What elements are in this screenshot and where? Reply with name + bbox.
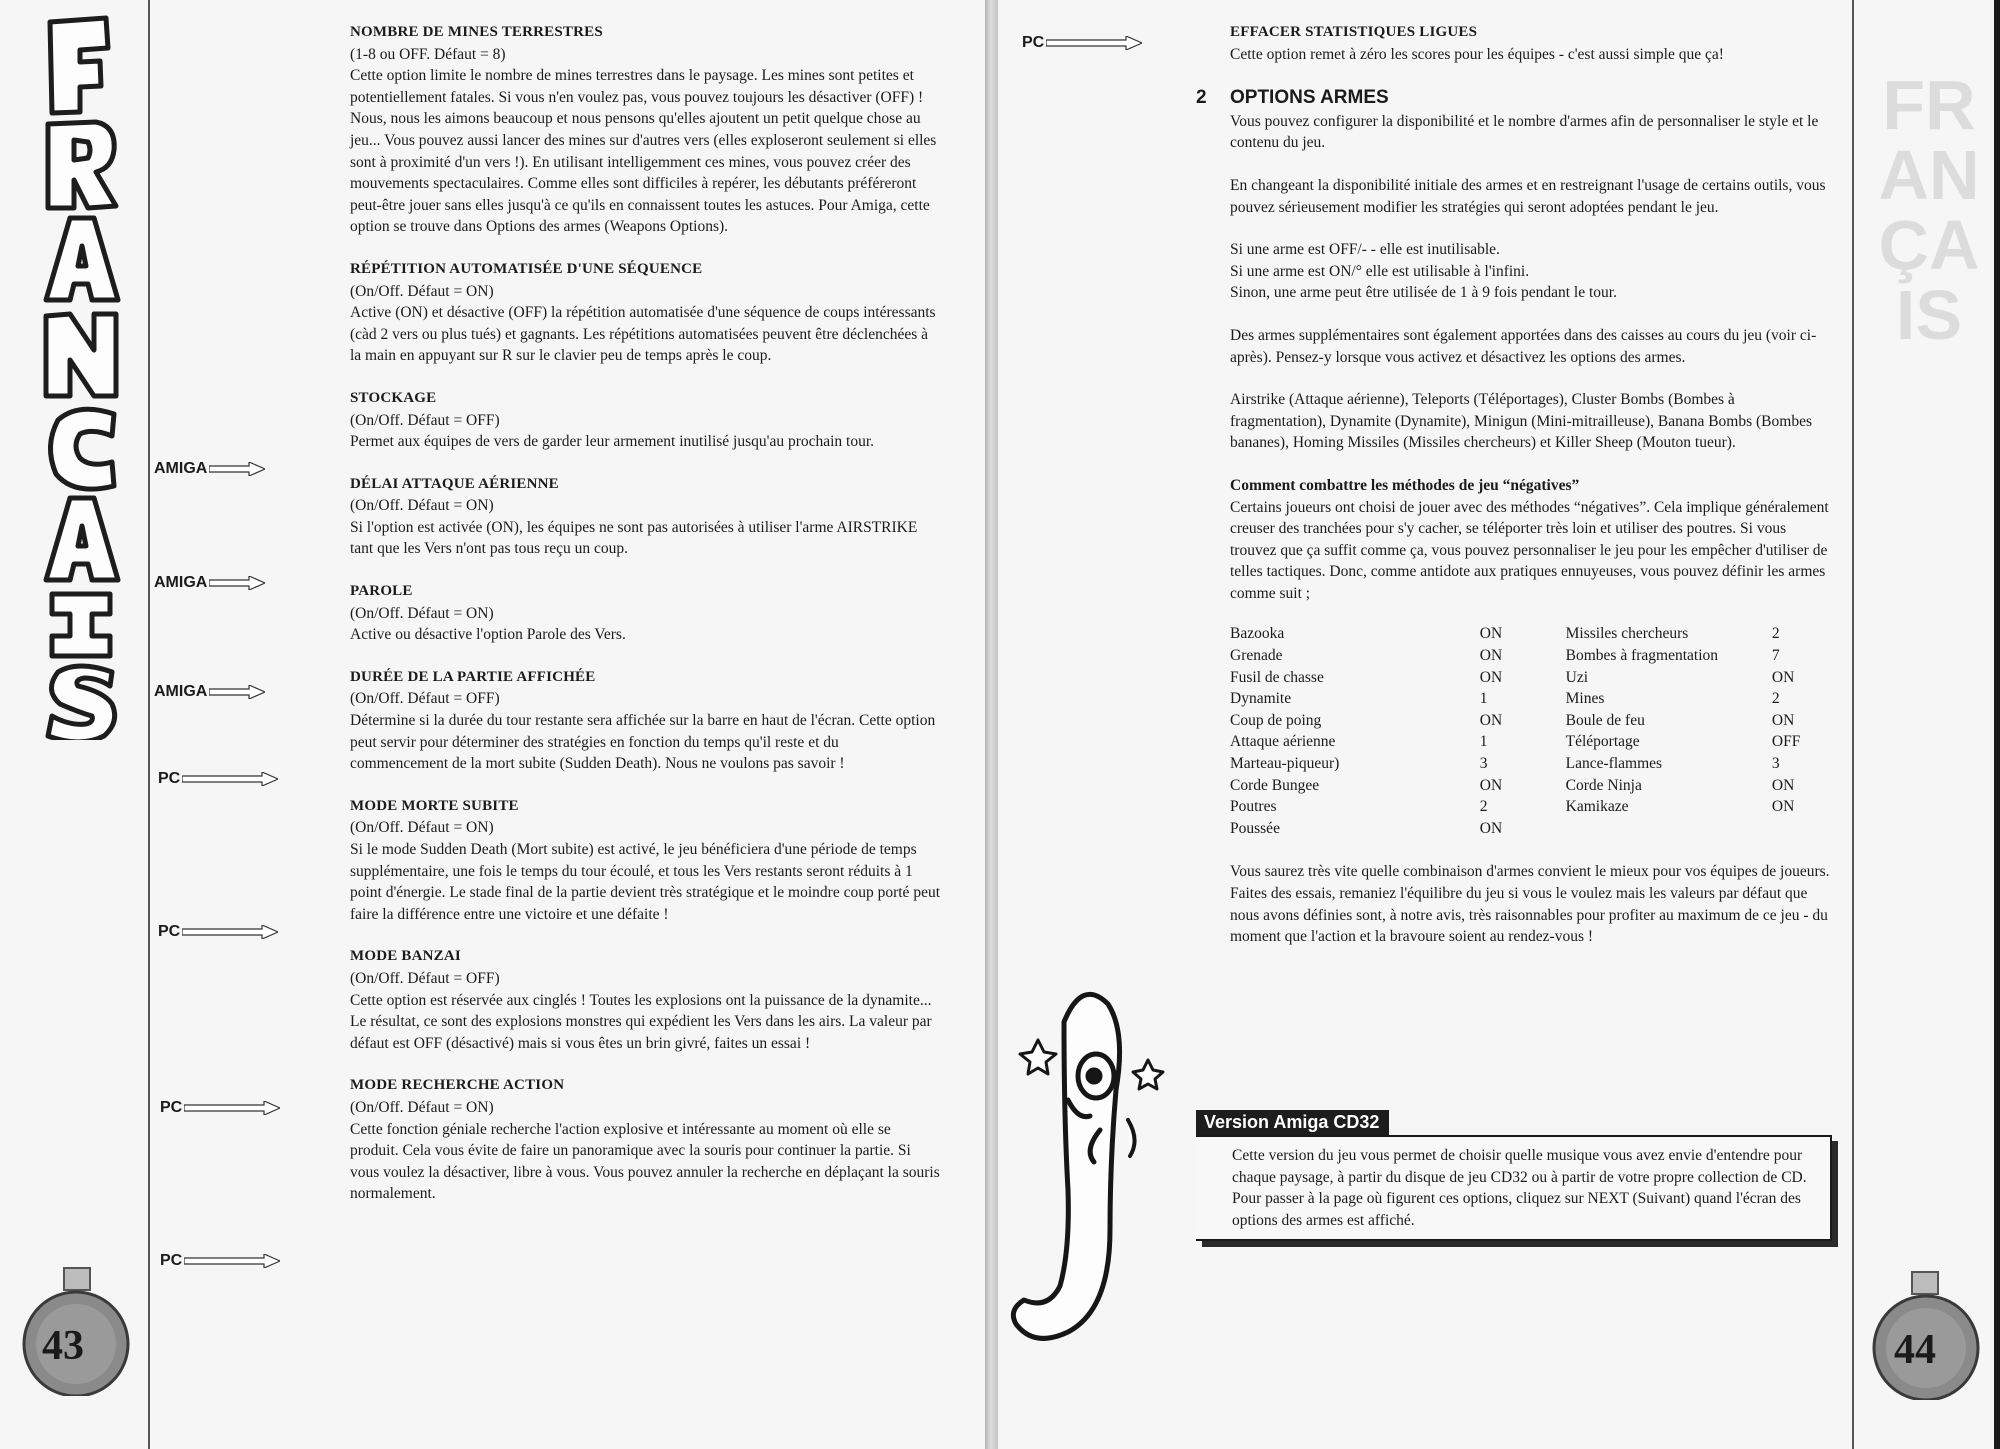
option-default: (1-8 ou OFF. Défaut = 8): [350, 45, 506, 63]
right-side-strip: [1852, 0, 1994, 1449]
option-default: (On/Off. Défaut = OFF): [350, 690, 500, 708]
option-description: Cette option est réservée aux cinglés ! Toutes les explosions ont la puissance de la dynamite... Le résultat, ce sont des explosions monstres qui expédient les Vers dans les airs. La valeur par défaut est OFF (désactivé) mais si vous êtes un brin givré, faites un essai !: [350, 991, 932, 1052]
negatives-description: Certains joueurs ont choisi de jouer avec des méthodes “négatives”. Cela implique généralement creuser des tranchées pour s'y cacher, se téléporter très loin et utiliser des poutres. Si vous trouvez que ça suffit comme ça, vous pouvez personnaliser le jeu pour les empêcher d'utiliser de telles tactiques. Donc, comme antidote aux pratiques ennuyeuses, vous pouvez définir les armes comme suit ;: [1230, 498, 1829, 602]
arrow-icon: [184, 1254, 280, 1268]
weapon-name-cell: Boule de feu: [1565, 711, 1645, 729]
weapon-name-cell: Attaque aérienne: [1230, 733, 1336, 751]
weapon-row: [1230, 667, 1830, 689]
bleed-through-title: FRANÇAIS: [1878, 66, 1980, 354]
option-title: RÉPÉTITION AUTOMATISÉE D'UNE SÉQUENCE: [350, 260, 703, 277]
option-section: [350, 581, 940, 646]
weapon-row: [1230, 731, 1830, 753]
cd32-box: [1196, 1110, 1832, 1241]
weapon-name-cell: [1566, 818, 1772, 840]
amiga-tag: AMIGA: [154, 683, 265, 701]
weapon-row: [1230, 796, 1830, 818]
weapon-row: [1230, 775, 1830, 797]
weapon-name-cell: Lance-flammes: [1565, 755, 1663, 773]
weapon-name-cell: Kamikaze: [1565, 798, 1629, 816]
option-title: DÉLAI ATTAQUE AÉRIENNE: [350, 475, 559, 492]
option-default: (On/Off. Défaut = ON): [350, 497, 494, 515]
amiga-tag: AMIGA: [154, 574, 265, 592]
cd32-title: Version Amiga CD32: [1196, 1110, 1389, 1135]
weapon-name-cell: Grenade: [1230, 647, 1283, 665]
option-section: [350, 667, 940, 775]
option-default: (On/Off. Défaut = ON): [350, 282, 494, 300]
paragraph: Si une arme est OFF/- - elle est inutilisable. Si une arme est ON/° elle est utilisable à l'infini. Sinon, une arme peut être utilisée de 1 à 9 fois pendant le tour.: [1230, 241, 1617, 302]
weapon-value-cell: ON: [1479, 776, 1503, 794]
arrow-icon: [1046, 36, 1142, 50]
weapon-name-cell: Uzi: [1565, 668, 1589, 686]
weapon-value-cell: 2: [1771, 625, 1780, 643]
option-description: Cette option limite le nombre de mines terrestres dans le paysage. Les mines sont petites et potentiellement fatales. Si vous n'en voulez pas, vous pouvez toujours les désactiver (OFF) ! Nous, nous les aimons beaucoup et nous pensons qu'elles ajoutent un petit quelque chose au jeu... Vous pouvez aussi lancer des mines sur d'autres vers (elles exploseront seulement si elles sont à proximité d'un vers !). En utilisant intelligemment ces mines, vous pouvez créer des mouvements spectaculaires. Comme elles sont difficiles à repérer, les débutants préféreront peut-être jouer sans elles jusqu'à ce qu'ils en connaissent toutes les astuces. Pour Amiga, cette option se trouve dans Options des armes (Weapons Options).: [350, 67, 937, 236]
option-description: Active ou désactive l'option Parole des Vers.: [350, 626, 626, 644]
paragraph: Vous pouvez configurer la disponibilité et le nombre d'armes afin de personnaliser le style et le contenu du jeu.: [1230, 112, 1819, 152]
book-gutter: [985, 0, 998, 1449]
weapon-row: [1230, 645, 1830, 667]
left-text-column: [350, 22, 940, 1205]
effacer-title: EFFACER STATISTIQUES LIGUES: [1230, 24, 1478, 40]
weapon-row: [1230, 623, 1830, 645]
weapon-name-cell: Coup de poing: [1230, 711, 1322, 729]
option-default: (On/Off. Défaut = ON): [350, 819, 494, 837]
worm-cartoon-icon: [998, 980, 1198, 1370]
option-title: MODE BANZAI: [350, 948, 461, 965]
weapon-name-cell: Bombes à fragmentation: [1565, 647, 1719, 665]
option-default: (On/Off. Défaut = OFF): [350, 969, 500, 987]
page-number-right: 44: [1894, 1327, 1936, 1373]
weapon-value-cell: 2: [1479, 798, 1488, 816]
option-description: Si le mode Sudden Death (Mort subite) est activé, le jeu bénéficiera d'une période de temps supplémentaire, une fois le temps du tour écoulé, et tous les Vers restants seront réduits à 1 point d'énergie. Le stade final de la partie devient très stratégique et le moindre coup porté peut faire la différence entre une victoire et une défaite !: [350, 841, 940, 923]
paragraph: Airstrike (Attaque aérienne), Teleports (Téléportages), Cluster Bombs (Bombes à fragmentation), Dynamite (Dynamite), Minigun (Mini-mitrailleuse), Banana Bombs (Bombes bananes), Homing Missiles (Missiles chercheurs) et Killer Sheep (Mouton tueur).: [1230, 391, 1812, 452]
weapon-name-cell: Corde Ninja: [1565, 776, 1642, 794]
weapon-value-cell: 1: [1479, 733, 1488, 751]
effacer-description: Cette option remet à zéro les scores pour les équipes - c'est aussi simple que ça!: [1230, 45, 1724, 63]
option-title: DURÉE DE LA PARTIE AFFICHÉE: [350, 668, 596, 685]
amiga-tag: AMIGA: [154, 460, 265, 478]
pc-tag: PC: [1022, 34, 1142, 52]
option-title: PAROLE: [350, 583, 413, 600]
weapons-table: [1230, 623, 1830, 839]
weapon-value-cell: 2: [1771, 690, 1780, 708]
option-default: (On/Off. Défaut = ON): [350, 1098, 494, 1116]
pc-tag: PC: [158, 923, 278, 941]
negatives-title: Comment combattre les méthodes de jeu “négatives”: [1230, 476, 1580, 494]
weapon-value-cell: 1: [1479, 690, 1488, 708]
option-title: STOCKAGE: [350, 389, 437, 406]
francais-vertical-title-icon: [8, 0, 148, 740]
weapon-name-cell: Marteau-piqueur): [1230, 755, 1340, 773]
option-section: [350, 388, 940, 453]
weapon-name-cell: Corde Bungee: [1230, 776, 1320, 794]
paragraph: Des armes supplémentaires sont également apportées dans des caisses au cours du jeu (voir ci-après). Pensez-y lorsque vous activez et désactivez les options des armes.: [1230, 326, 1817, 366]
weapon-name-cell: Poussée: [1230, 819, 1280, 837]
left-side-strip: [8, 0, 150, 1449]
arrow-icon: [209, 576, 265, 590]
weapon-value-cell: ON: [1479, 711, 1503, 729]
weapon-name-cell: Téléportage: [1565, 733, 1640, 751]
weapon-name-cell: Poutres: [1230, 798, 1277, 816]
weapon-name-cell: Mines: [1565, 690, 1605, 708]
weapon-value-cell: 3: [1479, 755, 1488, 773]
weapon-name-cell: Fusil de chasse: [1230, 668, 1324, 686]
weapon-name-cell: Bazooka: [1230, 625, 1285, 643]
weapon-value-cell: ON: [1479, 819, 1503, 837]
option-title: MODE MORTE SUBITE: [350, 797, 519, 814]
paragraph: En changeant la disponibilité initiale des armes et en restreignant l'usage de certains outils, vous pouvez sérieusement modifier les stratégies qui seront adoptées pendant le jeu.: [1230, 176, 1826, 216]
weapon-value-cell: 3: [1771, 755, 1780, 773]
arrow-icon: [182, 772, 278, 786]
right-binding-edge: [1994, 0, 2000, 1449]
option-default: (On/Off. Défaut = ON): [350, 604, 494, 622]
weapon-value-cell: ON: [1771, 711, 1795, 729]
weapon-row: [1230, 688, 1830, 710]
option-section: [350, 22, 940, 238]
option-section: [350, 946, 940, 1054]
cd32-description: Cette version du jeu vous permet de choisir quelle musique vous avez envie d'entendre pour chaque paysage, à partir du disque de jeu CD32 ou à partir de votre propre collection de CD. Pour passer à la page où figurent ces options, cliquez sur NEXT (Suivant) quand l'écran des options des armes est affiché.: [1196, 1135, 1832, 1241]
options-armes-heading: [1196, 87, 1830, 109]
option-default: (On/Off. Défaut = OFF): [350, 411, 500, 429]
effacer-section: [1230, 22, 1830, 65]
right-text-column: [1196, 22, 1830, 969]
weapon-value-cell: [1772, 818, 1830, 840]
weapon-value-cell: ON: [1479, 647, 1503, 665]
pc-tag: PC: [160, 1252, 280, 1270]
option-section: [350, 474, 940, 560]
section-number: 2: [1196, 87, 1207, 109]
weapon-value-cell: ON: [1479, 668, 1503, 686]
pc-tag: PC: [160, 1099, 280, 1117]
option-description: Cette fonction géniale recherche l'action explosive et intéressante au moment où elle se produit. Cela vous évite de faire un panoramique avec la souris pour continuer la partie. Si vous voulez la désactiver, libre à vous. Vous pouvez annuler la recherche en déplaçant la souris normalement.: [350, 1120, 940, 1203]
arrow-icon: [182, 925, 278, 939]
weapon-row: [1230, 818, 1830, 840]
page-number-left: 43: [42, 1323, 84, 1369]
option-section: [350, 796, 940, 926]
option-description: Si l'option est activée (ON), les équipes ne sont pas autorisées à utiliser l'arme AIRSTRIKE tant que les Vers n'ont pas tous reçu un coup.: [350, 518, 918, 558]
weapon-value-cell: ON: [1771, 668, 1795, 686]
weapon-row: [1230, 753, 1830, 775]
option-description: Détermine si la durée du tour restante sera affichée sur la barre en haut de l'écran. Cette option peut servir pour déterminer des stratégies en fonction du temps qu'il reste et du commencement de la mort subite (Sudden Death). Nous ne voulons pas savoir !: [350, 712, 936, 773]
arrow-icon: [209, 685, 265, 699]
option-description: Permet aux équipes de vers de garder leur armement inutilisé jusqu'au prochain tour.: [350, 433, 875, 451]
weapon-name-cell: Dynamite: [1230, 690, 1292, 708]
section-title: OPTIONS ARMES: [1230, 87, 1389, 109]
closing-paragraph: Vous saurez très vite quelle combinaison d'armes convient le mieux pour vos équipes de joueurs. Faites des essais, remaniez l'équilibre du jeu si vous le voulez mais les valeurs par défaut que nous avons définies sont, à notre avis, très raisonnables pour profiter au maximum de ce jeu - du moment que l'action et la bravoure soient au rendez-vous !: [1230, 863, 1830, 946]
weapon-value-cell: ON: [1771, 798, 1795, 816]
weapon-value-cell: 7: [1771, 647, 1780, 665]
arrow-icon: [184, 1101, 280, 1115]
weapon-name-cell: Missiles chercheurs: [1565, 625, 1689, 643]
option-title: NOMBRE DE MINES TERRESTRES: [350, 24, 603, 40]
weapons-table-body: [1230, 623, 1830, 839]
pc-tag: PC: [158, 770, 278, 788]
left-page: [0, 0, 985, 1449]
weapon-value-cell: ON: [1479, 625, 1503, 643]
option-description: Active (ON) et désactive (OFF) la répétition automatisée d'une séquence de coups intéressants (càd 2 vers ou plus tués) et gagnants. Les répétitions automatisées peuvent être déclenchées à la main en appuyant sur R sur le clavier peu de temps après le coup.: [350, 304, 936, 365]
option-title: MODE RECHERCHE ACTION: [350, 1077, 565, 1094]
weapon-value-cell: OFF: [1771, 733, 1801, 751]
option-section: [350, 1075, 940, 1205]
option-section: [350, 259, 940, 367]
weapon-row: [1230, 710, 1830, 732]
weapon-value-cell: ON: [1771, 776, 1795, 794]
arrow-icon: [209, 462, 265, 476]
